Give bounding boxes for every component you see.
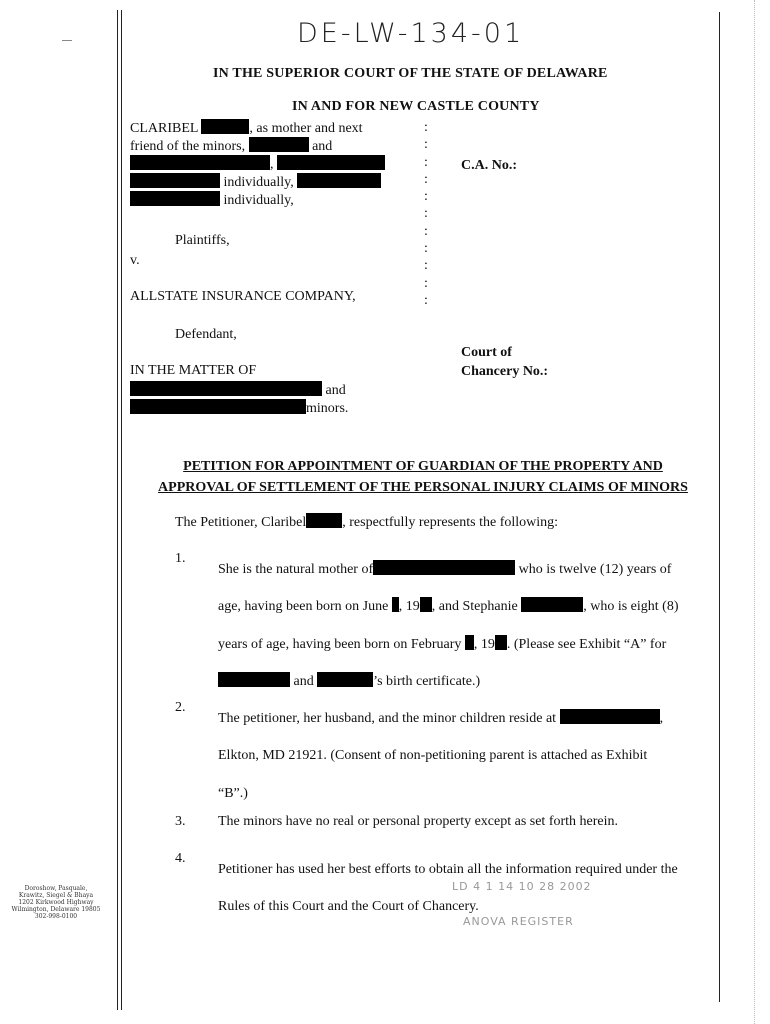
redaction — [560, 709, 660, 724]
court-heading-line2: IN AND FOR NEW CASTLE COUNTY — [292, 99, 540, 114]
para-2: The petitioner, her husband, and the minor children reside at , Elkton, MD 21921. (Consent of non-petitioning parent is attached as Exhibit “B”.) — [218, 711, 664, 801]
court-heading-line1: IN THE SUPERIOR COURT OF THE STATE OF DELAWARE — [213, 66, 608, 81]
redaction — [465, 635, 474, 650]
scan-edge-dots — [754, 0, 757, 1024]
left-margin-rule — [117, 10, 118, 1010]
chancery-line1: Court of — [461, 345, 512, 360]
chancery-line2: Chancery No.: — [461, 364, 549, 379]
redaction — [392, 597, 399, 612]
redaction — [297, 173, 381, 188]
versus: v. — [130, 253, 140, 268]
ca-number: C.A. No.: — [461, 158, 517, 173]
caption-colon-column: : : : : : : : : : : : — [424, 120, 428, 308]
scan-mark — [62, 40, 72, 41]
redaction — [201, 119, 249, 134]
right-margin-rule — [719, 12, 720, 1002]
redaction — [420, 597, 432, 612]
title-line2: APPROVAL OF SETTLEMENT OF THE PERSONAL INJURY CLAIMS OF MINORS — [158, 480, 688, 495]
matter-of: IN THE MATTER OF — [130, 363, 257, 378]
defendant-label: Defendant, — [175, 327, 237, 342]
para-3-number: 3. — [175, 814, 186, 829]
para-3: The minors have no real or personal property except as set forth herein. — [218, 814, 619, 829]
received-stamp-line2: ANOVA REGISTER — [463, 915, 574, 928]
caption-plaintiffs: CLARIBEL , as mother and next friend of the minors, and , individually, individually, — [130, 119, 430, 209]
redaction — [495, 635, 507, 650]
title-line1: PETITION FOR APPOINTMENT OF GUARDIAN OF THE PROPERTY AND — [183, 459, 663, 474]
plaintiff-name: CLARIBEL — [130, 121, 198, 136]
redaction — [218, 672, 290, 687]
document-id-handwritten: DE-LW-134-01 — [297, 18, 525, 49]
redaction — [130, 173, 220, 188]
redaction — [130, 155, 270, 170]
redaction — [249, 137, 309, 152]
redaction — [317, 672, 373, 687]
received-stamp-line1: LD 4 1 14 10 28 2002 — [452, 880, 592, 893]
redaction — [306, 513, 342, 528]
law-firm-sidebar: Doroshow, Pasquale, Krawitz, Siegel & Bhaya 1202 Kirkwood Highway Wilmington, Delaware 19805 302-998-0100 — [11, 885, 101, 920]
matter-names: and minors. — [130, 381, 348, 417]
para-1-number: 1. — [175, 551, 186, 566]
petition-title — [128, 456, 718, 498]
redaction — [130, 191, 220, 206]
left-margin-rule-inner — [121, 10, 122, 1010]
redaction — [277, 155, 385, 170]
defendant-name: ALLSTATE INSURANCE COMPANY, — [130, 289, 356, 304]
para-1: She is the natural mother of who is twelve (12) years of age, having been born on June , 19 , and Stephanie , who is eight (8) years of age, having been born on February , 19 . (Please see Exhibit “A” for and ’s birth certificate.) — [218, 562, 679, 689]
intro-paragraph: The Petitioner, Claribel , respectfully represents the following: — [175, 515, 559, 530]
plaintiffs-label: Plaintiffs, — [175, 233, 230, 248]
para-4-number: 4. — [175, 851, 186, 866]
para-4: Petitioner has used her best efforts to obtain all the information required under the Rules of this Court and the Court of Chancery. — [218, 862, 678, 915]
para-2-number: 2. — [175, 700, 186, 715]
redaction — [521, 597, 583, 612]
redaction — [130, 399, 306, 414]
redaction — [130, 381, 322, 396]
redaction — [373, 560, 515, 575]
